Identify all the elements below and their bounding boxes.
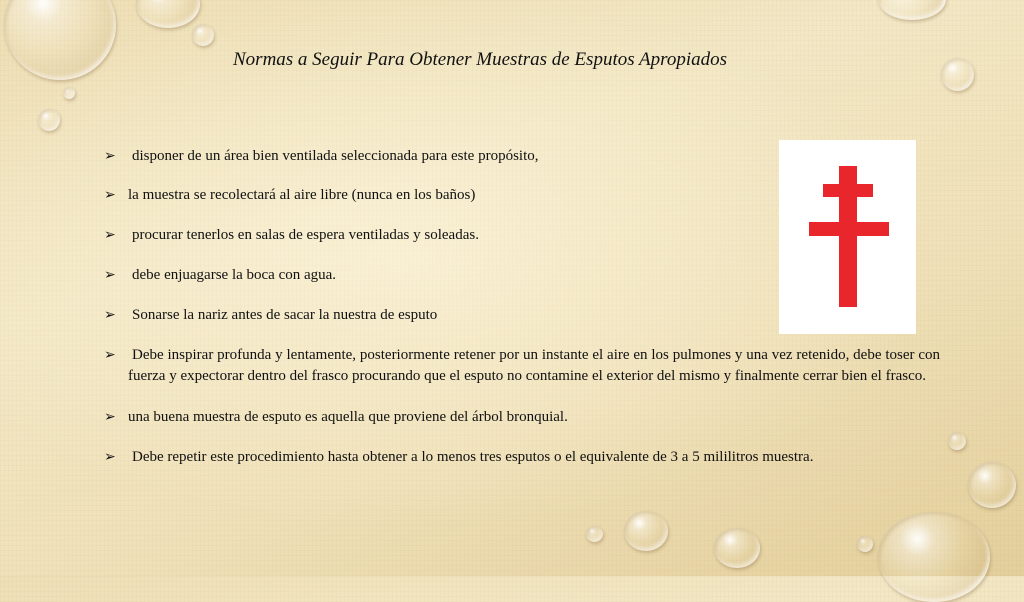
water-drop-decoration (4, 0, 116, 80)
list-item-text: Debe repetir este procedimiento hasta obtener a lo menos tres esputos o el equivalente de 3 a 5 mililitros muestra. (132, 449, 814, 465)
arrow-bullet-icon: ➢ (104, 410, 116, 425)
arrow-bullet-icon: ➢ (104, 228, 116, 243)
list-item (104, 345, 940, 387)
arrow-bullet-icon: ➢ (104, 149, 116, 164)
water-drop-decoration (38, 109, 60, 131)
list-item-text: disponer de un área bien ventilada seleccionada para este propósito, (132, 148, 539, 164)
list-item (104, 447, 940, 468)
water-drop-decoration (63, 87, 75, 99)
bullet-list (104, 146, 940, 468)
list-item-text: Debe inspirar profunda y lentamente, posteriormente retener por un instante el aire en los pulmones y una vez retenido, debe toser con fuerza y expectorar dentro del frasco procurando que el esputo no contamine el exterior del mismo y finalmente cerrar bien el frasco. (128, 347, 940, 384)
water-drop-decoration (857, 536, 873, 552)
list-item (104, 146, 940, 167)
list-item-text: una buena muestra de esputo es aquella que proviene del árbol bronquial. (128, 409, 568, 425)
water-drop-decoration (624, 511, 668, 551)
arrow-bullet-icon: ➢ (104, 308, 116, 323)
list-item (104, 265, 940, 286)
list-item (104, 185, 940, 206)
water-drop-decoration (586, 526, 603, 542)
water-drop-decoration (878, 512, 990, 602)
water-drop-decoration (192, 24, 214, 46)
water-drop-decoration (878, 0, 946, 20)
water-drop-decoration (948, 432, 966, 450)
water-drop-decoration (714, 528, 760, 568)
arrow-bullet-icon: ➢ (104, 450, 116, 465)
arrow-bullet-icon: ➢ (104, 348, 116, 363)
list-item-text: la muestra se recolectará al aire libre (nunca en los baños) (128, 187, 476, 203)
water-drop-decoration (136, 0, 200, 28)
water-drop-decoration (968, 462, 1016, 508)
water-drop-decoration (941, 58, 974, 91)
list-item (104, 225, 940, 246)
slide-title: Normas a Seguir Para Obtener Muestras de Esputos Apropiados (233, 49, 727, 70)
list-item (104, 305, 940, 326)
list-item-text: debe enjuagarse la boca con agua. (132, 267, 337, 283)
list-item-text: procurar tenerlos en salas de espera ventiladas y soleadas. (132, 227, 479, 243)
arrow-bullet-icon: ➢ (104, 188, 116, 203)
arrow-bullet-icon: ➢ (104, 268, 116, 283)
list-item (104, 407, 940, 428)
list-item-text: Sonarse la nariz antes de sacar la nuestra de esputo (132, 307, 438, 323)
